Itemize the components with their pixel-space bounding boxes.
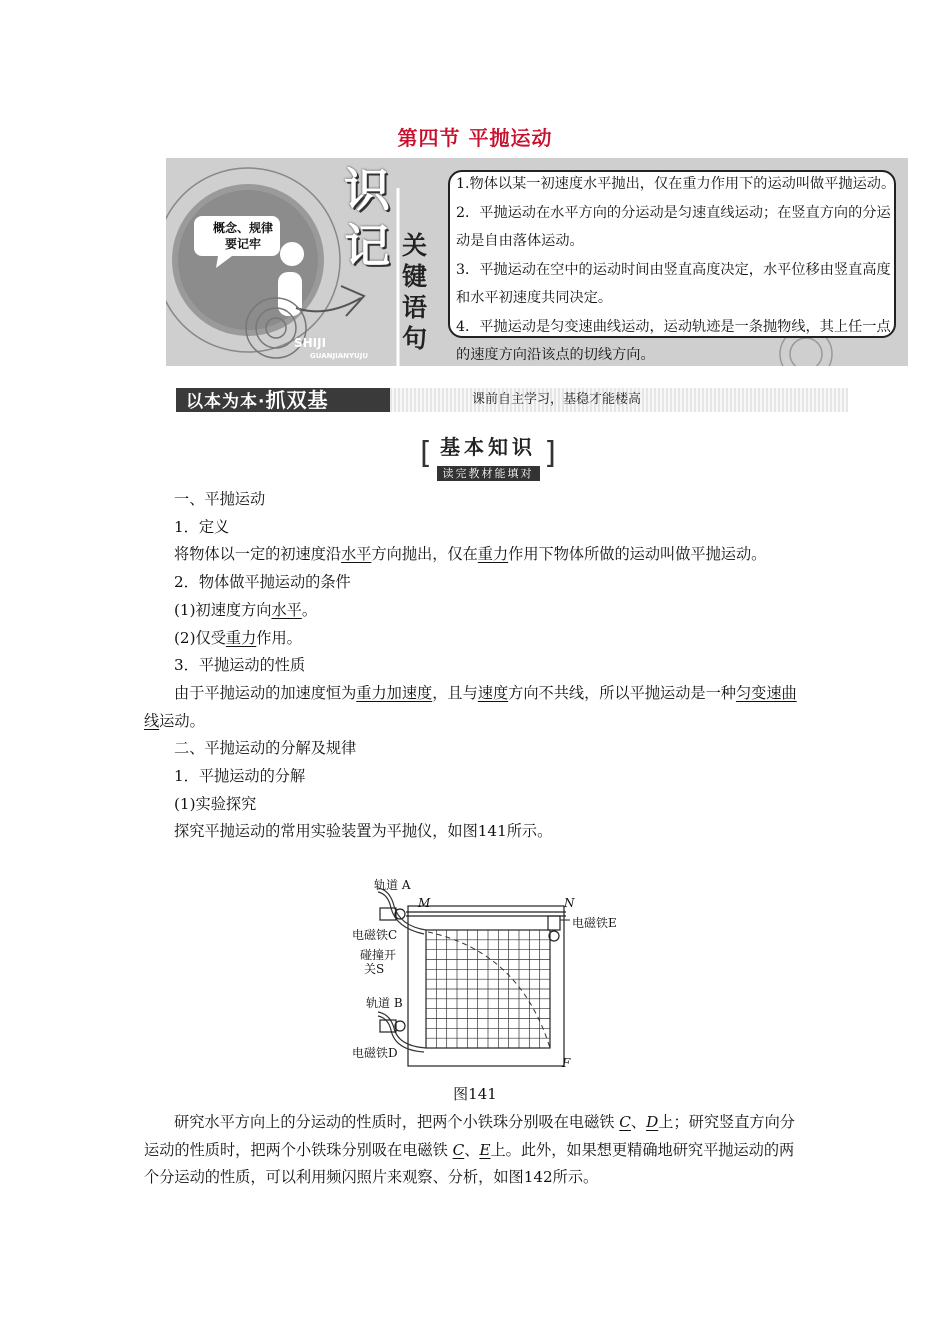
subheading-decomposition: 1．平抛运动的分解: [174, 767, 306, 786]
side-char: 关: [402, 231, 428, 260]
section-strip: [176, 388, 848, 412]
strip-label-b: 抓双基: [265, 388, 329, 412]
text: 方向不共线，所以平抛运动是一种: [508, 683, 736, 702]
label-magnet-e: 电磁铁E: [572, 916, 617, 930]
text: 方向抛出，仅在: [371, 545, 478, 564]
key-point: 1.物体以某一初速度水平抛出，仅在重力作用下的运动叫做平抛运动。: [456, 176, 896, 192]
badge-line-1: 概念、规律: [212, 221, 273, 235]
text: 作用下物体所做的运动叫做平抛运动。: [508, 545, 767, 564]
answer-blank: 重力: [225, 628, 257, 647]
key-points-text: [456, 170, 896, 370]
answer-blank: 速度: [477, 683, 509, 702]
subheading-experiment: (1)实验探究: [174, 794, 257, 813]
heading-2: 二、平抛运动的分解及规律: [174, 739, 357, 758]
condition-1: [144, 597, 808, 625]
text: (2)仅受: [174, 628, 226, 647]
answer-blank: E: [479, 1140, 491, 1159]
content-body-continued: [144, 1109, 808, 1192]
big-char-2: 记: [344, 219, 390, 273]
key-point: 4．平抛运动是匀变速曲线运动，运动轨迹是一条抛物线，其上任一点的速度方向沿该点的切线方向。: [456, 318, 891, 363]
answer-blank: 匀变速曲线: [144, 683, 797, 730]
big-char-1: 识: [344, 163, 390, 217]
paragraph-properties: [144, 680, 808, 735]
pinyin-2: GUANJIANYUJU: [310, 352, 369, 360]
label-switch-2: 关S: [364, 962, 385, 976]
answer-blank: 水平: [271, 600, 302, 619]
label-point-f: F: [562, 1056, 571, 1070]
answer-blank: C: [452, 1140, 465, 1159]
section-heading: [420, 432, 556, 481]
section-heading-sub: 读完教材能填对: [437, 466, 540, 481]
heading-1: 一、平抛运动: [174, 490, 266, 508]
text: 、: [630, 1113, 647, 1131]
strip-label-a: 以本为本·: [186, 392, 266, 412]
answer-blank: 重力: [477, 545, 509, 564]
figure-141: [350, 872, 630, 1072]
bracket-left-icon: [: [420, 436, 432, 471]
text: 由于平抛运动的加速度恒为: [174, 683, 357, 702]
paragraph-definition: [144, 541, 808, 569]
text: 研究水平方向上的分运动的性质时，把两个小铁珠分别吸在电磁铁: [174, 1113, 620, 1131]
condition-2: [144, 625, 808, 653]
content-body: [144, 486, 808, 846]
badge-text: [204, 220, 282, 252]
badge-line-2: 要记牢: [224, 237, 261, 251]
subheading-properties: 3．平抛运动的性质: [174, 656, 306, 675]
text: (1)初速度方向: [174, 600, 272, 619]
answer-blank: 重力加速度: [356, 683, 433, 702]
text: 。: [301, 600, 318, 619]
answer-blank: D: [646, 1113, 659, 1131]
label-point-m: M: [418, 896, 431, 910]
side-chars: [402, 230, 432, 354]
figure-caption: 图141: [453, 1085, 497, 1103]
label-magnet-d: 电磁铁D: [352, 1046, 398, 1060]
text: 作用。: [256, 628, 302, 647]
text: 上；研究竖直方向分运动的性质时，把两个小铁珠分别吸在电磁铁: [144, 1113, 795, 1159]
key-point: 3．平抛运动在空中的运动时间由竖直高度决定，水平位移由竖直高度和水平初速度共同决定。: [456, 261, 891, 306]
subheading-definition: 1．定义: [174, 517, 230, 536]
answer-blank: C: [619, 1113, 631, 1131]
text: 将物体以一定的初速度沿: [174, 545, 342, 564]
label-switch-1: 碰撞开: [360, 948, 397, 962]
answer-blank: 水平: [341, 545, 372, 564]
paragraph-research: [144, 1109, 808, 1192]
side-char: 语: [402, 293, 428, 322]
strip-subtitle: 课前自主学习，基稳才能楼高: [472, 392, 642, 407]
label-magnet-c: 电磁铁C: [352, 928, 398, 942]
pinyin-1: SHIJI: [294, 336, 327, 350]
text: 运动。: [159, 711, 205, 730]
side-char: 键: [402, 262, 428, 291]
side-char: 句: [402, 324, 428, 353]
text: 、: [464, 1140, 480, 1159]
label-track-b: 轨道 B: [366, 996, 403, 1010]
key-point: 2．平抛运动在水平方向的分运动是匀速直线运动；在竖直方向的分运动是自由落体运动。: [456, 204, 891, 249]
page-title: 第四节 平抛运动: [397, 126, 553, 150]
strip-label: [176, 388, 390, 412]
paragraph-apparatus: 探究平抛运动的常用实验装置为平抛仪，如图141所示。: [174, 822, 553, 841]
label-track-a: 轨道 A: [374, 878, 411, 892]
subheading-conditions: 2．物体做平抛运动的条件: [174, 573, 351, 592]
label-point-n: N: [564, 896, 575, 910]
text: 上。此外，如果想更精确地研究平抛运动的两个分运动的性质，可以利用频闪照片来观察、分析，如图142所示。: [144, 1140, 795, 1187]
bracket-right-icon: ]: [544, 436, 556, 471]
text: ，且与: [432, 683, 478, 702]
apparatus-diagram: [350, 872, 630, 1072]
section-heading-main: 基本知识: [440, 435, 536, 459]
